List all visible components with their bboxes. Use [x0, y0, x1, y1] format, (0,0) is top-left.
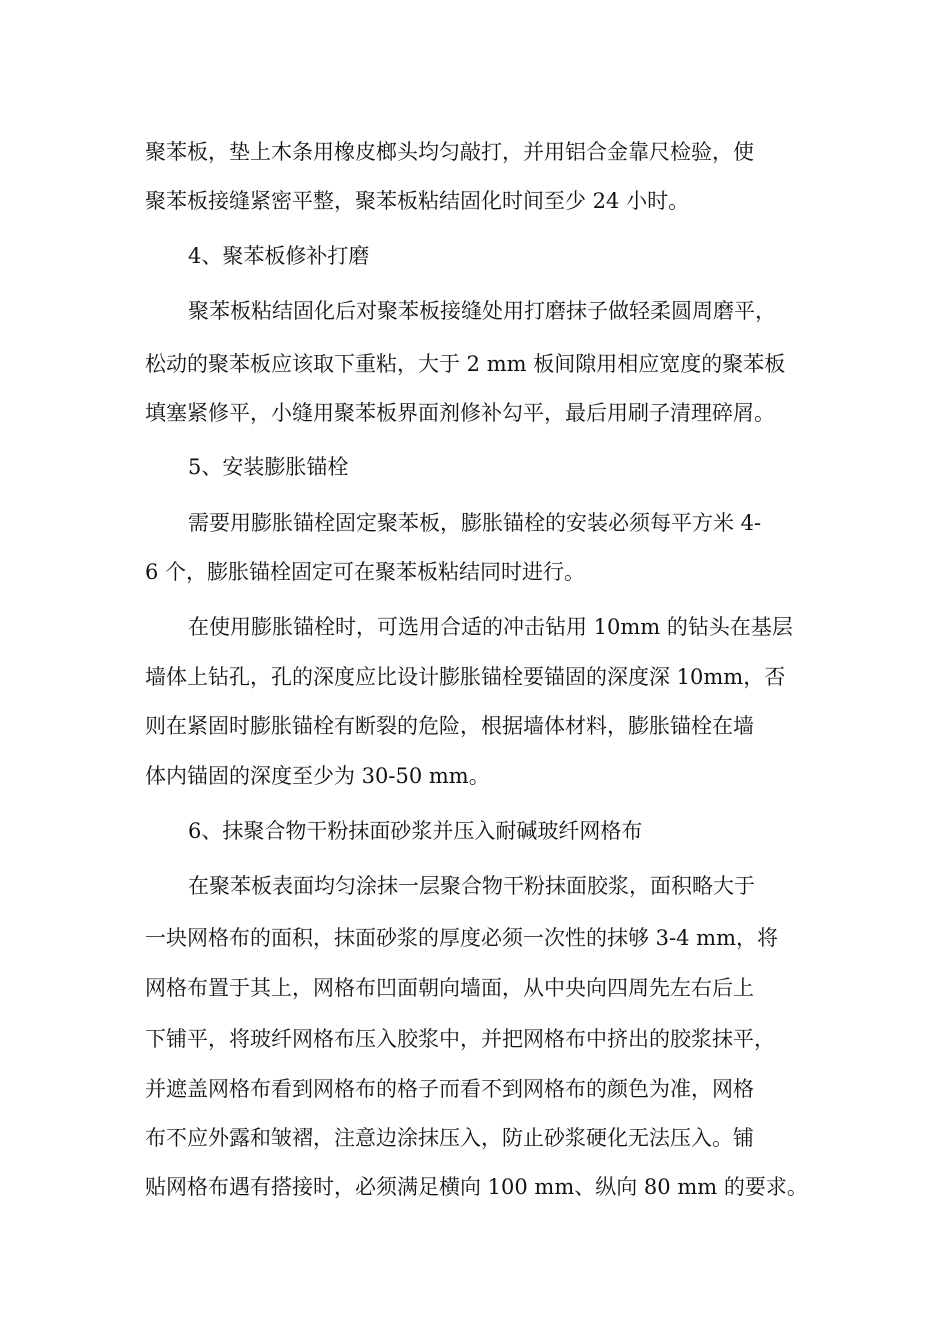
paragraph-line: 则在紧固时膨胀锚栓有断裂的危险，根据墙体材料，膨胀锚栓在墙	[145, 714, 754, 738]
section-heading: 5、安装膨胀锚栓	[188, 455, 349, 479]
paragraph-line: 聚苯板粘结固化后对聚苯板接缝处用打磨抹子做轻柔圆周磨平，	[188, 299, 776, 323]
paragraph-line: 在使用膨胀锚栓时，可选用合适的冲击钻用 10mm 的钻头在基层	[188, 615, 793, 639]
paragraph-line: 填塞紧修平，小缝用聚苯板界面剂修补勾平，最后用刷子清理碎屑。	[145, 401, 775, 425]
section-heading: 4、聚苯板修补打磨	[188, 244, 370, 268]
section-heading: 6、抹聚合物干粉抹面砂浆并压入耐碱玻纤网格布	[188, 819, 643, 843]
paragraph-line: 布不应外露和皱褶，注意边涂抹压入，防止砂浆硬化无法压入。铺	[145, 1126, 754, 1150]
paragraph-line: 聚苯板，垫上木条用橡皮榔头均匀敲打，并用铝合金靠尺检验，使	[145, 140, 754, 164]
paragraph-line: 松动的聚苯板应该取下重粘，大于 2 mm 板间隙用相应宽度的聚苯板	[145, 352, 786, 376]
paragraph-line: 6 个，膨胀锚栓固定可在聚苯板粘结同时进行。	[145, 560, 586, 584]
paragraph-line: 在聚苯板表面均匀涂抹一层聚合物干粉抹面胶浆，面积略大于	[188, 874, 755, 898]
paragraph-line: 体内锚固的深度至少为 30-50 mm。	[145, 764, 490, 788]
paragraph-line: 一块网格布的面积，抹面砂浆的厚度必须一次性的抹够 3-4 mm，将	[145, 926, 778, 950]
paragraph-line: 墙体上钻孔，孔的深度应比设计膨胀锚栓要锚固的深度深 10mm，否	[145, 665, 786, 689]
paragraph-line: 下铺平，将玻纤网格布压入胶浆中，并把网格布中挤出的胶浆抹平，	[145, 1027, 775, 1051]
paragraph-line: 需要用膨胀锚栓固定聚苯板，膨胀锚栓的安装必须每平方米 4-	[188, 511, 762, 535]
paragraph-line: 贴网格布遇有搭接时，必须满足横向 100 mm、纵向 80 mm 的要求。	[145, 1175, 808, 1199]
paragraph-line: 并遮盖网格布看到网格布的格子而看不到网格布的颜色为准，网格	[145, 1077, 754, 1101]
paragraph-line: 聚苯板接缝紧密平整，聚苯板粘结固化时间至少 24 小时。	[145, 189, 690, 213]
paragraph-line: 网格布置于其上，网格布凹面朝向墙面，从中央向四周先左右后上	[145, 976, 754, 1000]
